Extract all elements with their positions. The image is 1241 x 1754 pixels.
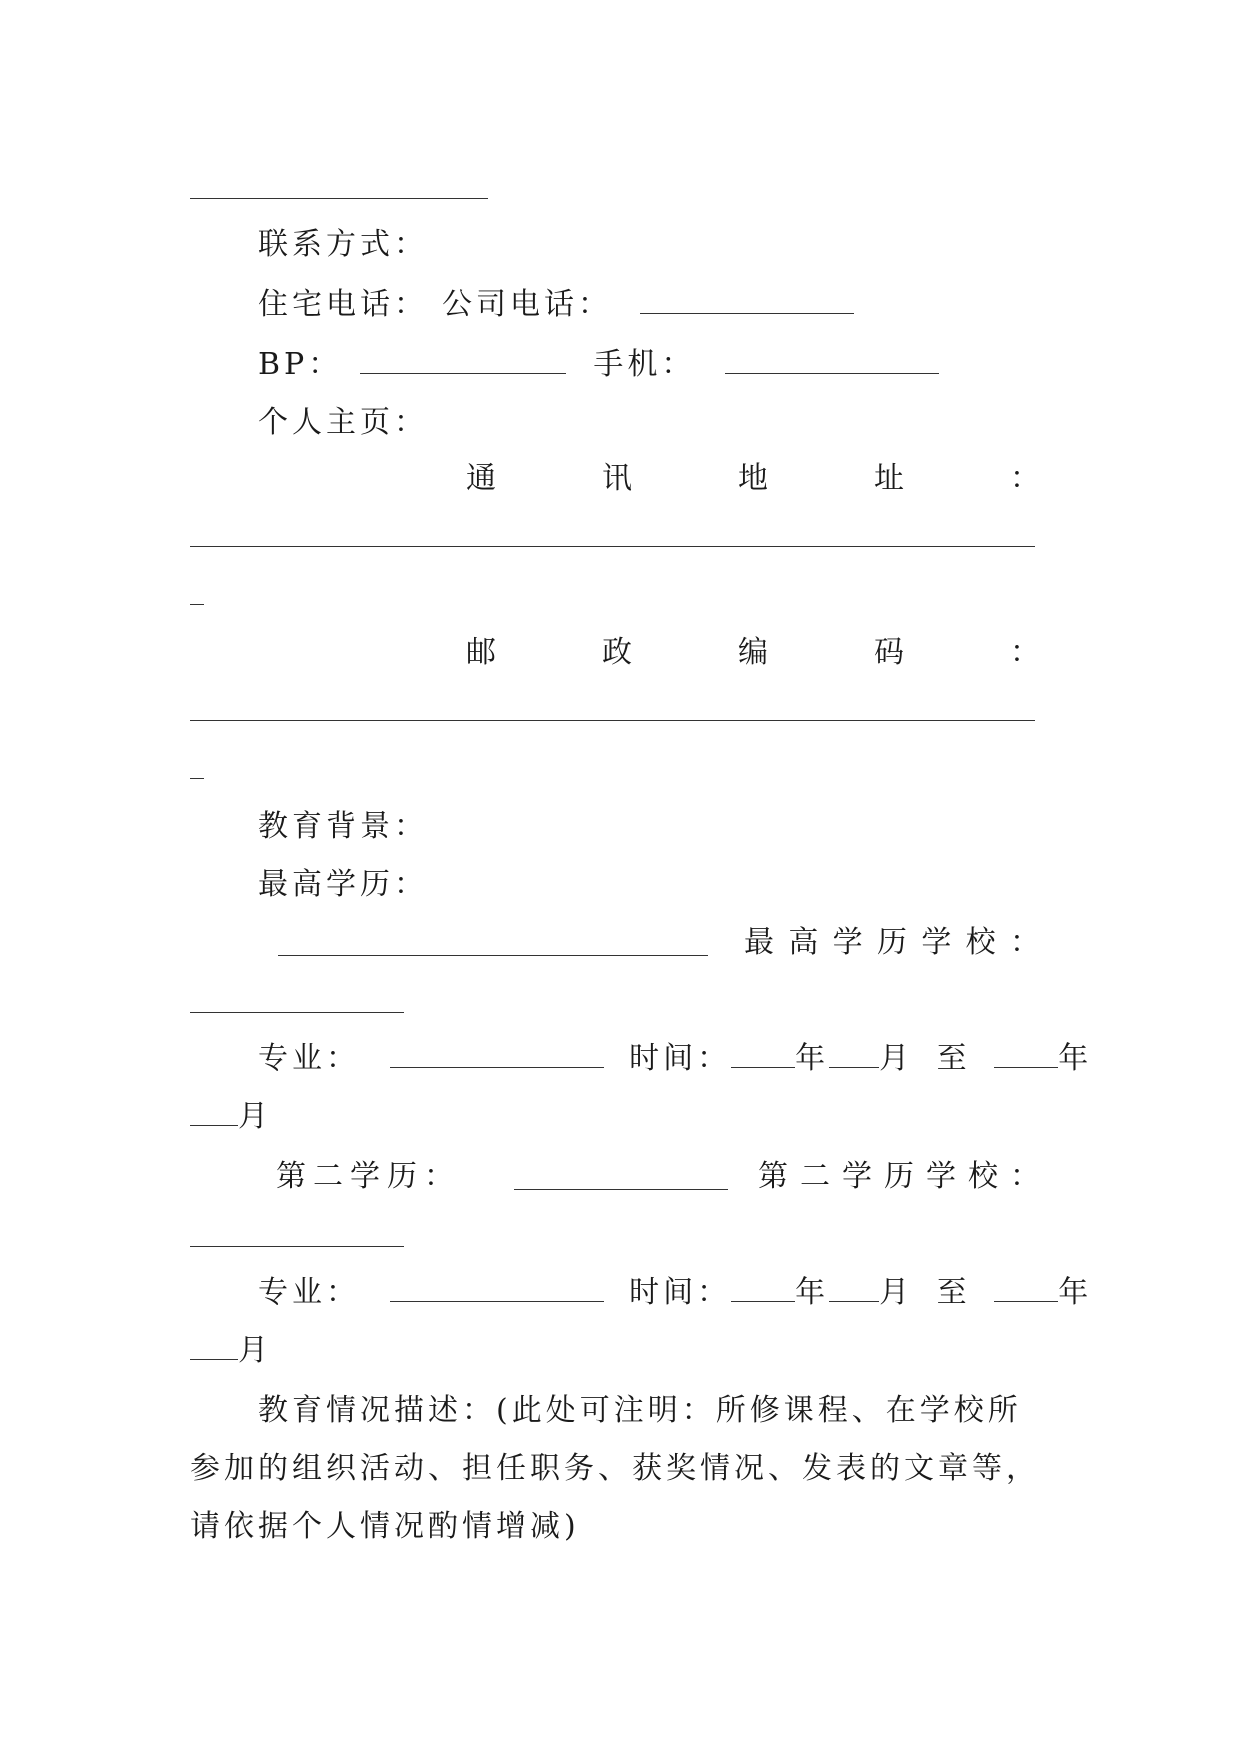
end-month-line-1: 月 <box>190 1100 272 1134</box>
major-field[interactable] <box>390 1277 604 1302</box>
education-description: 教育情况描述：(此处可注明：所修课程、在学校所参加的组织活动、担任职务、获奖情况、发表的文章等，请依据个人情况酌情增减) <box>190 1393 1040 1544</box>
top-underline <box>190 198 488 199</box>
time-label: 时间： <box>629 1275 732 1310</box>
major-time-line-1: 专业： 时间： 年 月 至 年 <box>258 1041 1093 1076</box>
address-label: 通 讯 地 址 ： <box>466 461 1040 496</box>
time-label: 时间： <box>629 1041 732 1076</box>
second-degree-label: 第 二 学 历 ： <box>276 1159 454 1194</box>
highest-degree-label: 最高学历： <box>258 867 428 902</box>
contact-heading: 联系方式： <box>258 227 428 262</box>
end-month-line-2: 月 <box>190 1334 272 1368</box>
home-phone-label: 住宅电话： <box>258 287 428 322</box>
address-field-overflow <box>190 604 204 605</box>
postcode-field-overflow <box>190 778 204 779</box>
start-month-field[interactable] <box>829 1043 879 1068</box>
mobile-label: 手机： <box>593 347 696 382</box>
bp-line <box>258 348 939 382</box>
end-year-field[interactable] <box>994 1043 1058 1068</box>
address-field[interactable] <box>190 546 1035 547</box>
end-month-field[interactable] <box>190 1335 238 1360</box>
highest-school-label: 最 高 学 历 学 校 ： <box>744 925 1040 960</box>
highest-degree-field[interactable] <box>278 955 708 956</box>
company-phone-field[interactable] <box>640 289 854 314</box>
homepage-label: 个人主页： <box>258 405 428 440</box>
end-year-field[interactable] <box>994 1277 1058 1302</box>
postcode-field[interactable] <box>190 720 1035 721</box>
education-heading: 教育背景： <box>258 809 428 844</box>
postcode-label: 邮 政 编 码 ： <box>466 635 1040 670</box>
mobile-field[interactable] <box>725 349 939 374</box>
start-month-field[interactable] <box>829 1277 879 1302</box>
bp-field[interactable] <box>360 349 566 374</box>
second-degree-field[interactable] <box>514 1189 728 1190</box>
second-school-field[interactable] <box>190 1246 404 1247</box>
end-month-field[interactable] <box>190 1101 238 1126</box>
phone-line <box>258 288 854 322</box>
company-phone-label: 公司电话： <box>442 287 612 322</box>
major-time-line-2: 专业： 时间： 年 月 至 年 <box>258 1275 1093 1310</box>
major-field[interactable] <box>390 1043 604 1068</box>
major-label: 专业： <box>258 1041 360 1076</box>
start-year-field[interactable] <box>731 1277 795 1302</box>
major-label: 专业： <box>258 1275 360 1310</box>
highest-school-field[interactable] <box>190 1012 404 1013</box>
second-school-label: 第 二 学 历 学 校 ： <box>758 1159 1040 1194</box>
start-year-field[interactable] <box>731 1043 795 1068</box>
bp-label: BP： <box>258 347 343 382</box>
